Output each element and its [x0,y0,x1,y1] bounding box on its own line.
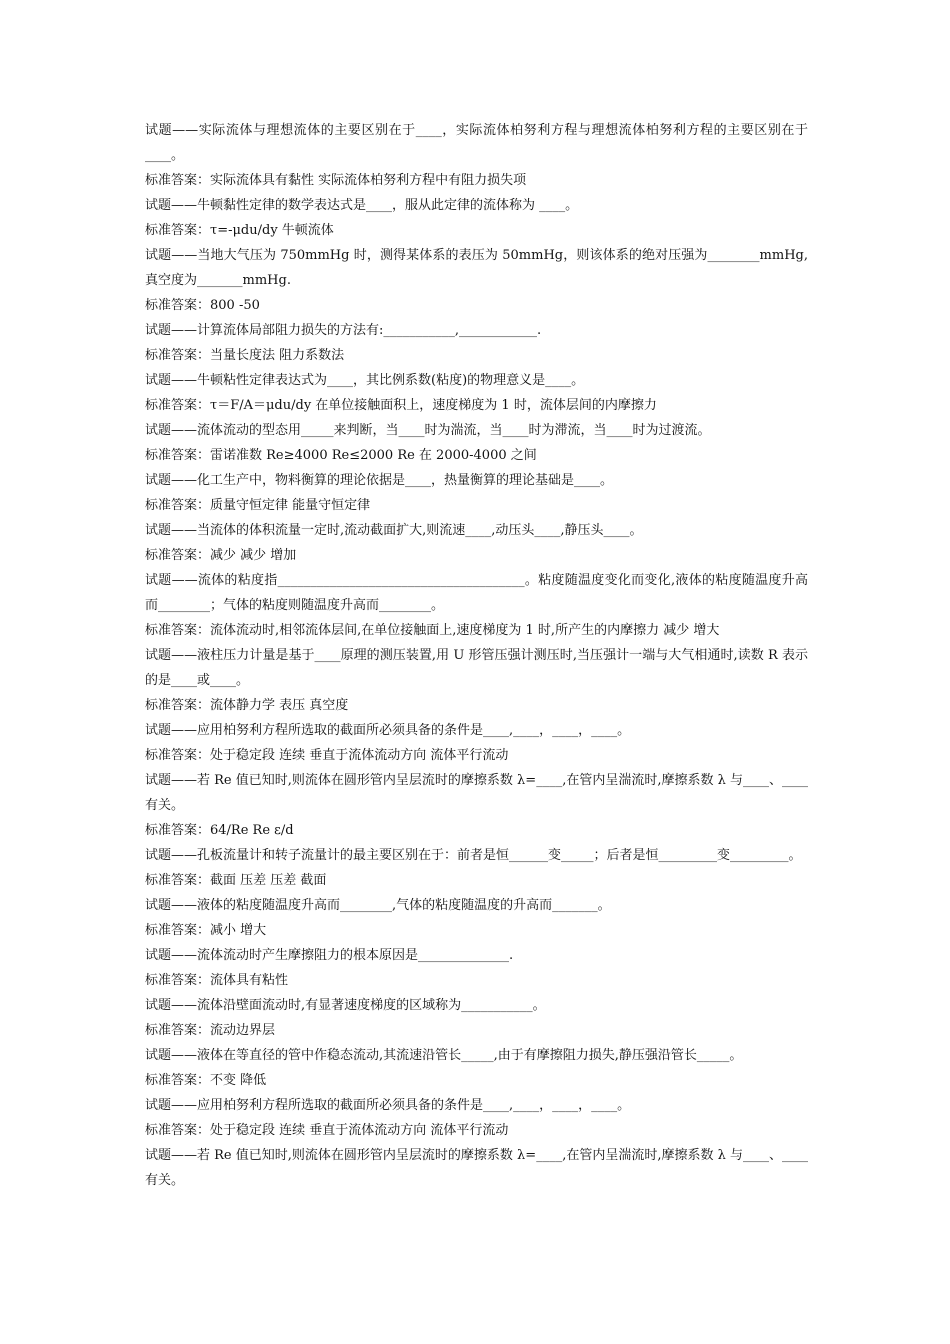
answer-3: 标准答案：800 -50 [145,298,260,313]
answer-16: 标准答案：流动边界层 [145,1023,276,1038]
answer-9: 标准答案：流体流动时,相邻流体层间,在单位接触面上,速度梯度为 1 时,所产生的内摩擦力 减少 增大 [145,623,720,638]
answer-4: 标准答案：当量长度法 阻力系数法 [145,348,345,363]
document-page [145,118,808,1193]
question-9: 试题——流体的粘度指______________________________________。粘度随温度变化而变化,液体的粘度随温度升高而________；气体的粘度则随温度升高而________。 [145,573,808,613]
answer-8: 标准答案：减少 减少 增加 [145,548,297,563]
answer-14: 标准答案：减小 增大 [145,923,267,938]
question-18: 试题——应用柏努利方程所选取的截面所必须具备的条件是____,____，____，____。 [145,1098,631,1113]
answer-13: 标准答案：截面 压差 压差 截面 [145,873,327,888]
answer-1: 标准答案：实际流体具有黏性 实际流体柏努利方程中有阻力损失项 [145,173,527,188]
question-17: 试题——液体在等直径的管中作稳态流动,其流速沿管长_____,由于有摩擦阻力损失,静压强沿管长_____。 [145,1048,743,1063]
question-10: 试题——液柱压力计量是基于____原理的测压装置,用 U 形管压强计测压时,当压强计一端与大气相通时,读数 R 表示的是____或____。 [145,648,808,688]
question-5: 试题——牛顿粘性定律表达式为____，其比例系数(粘度)的物理意义是____。 [145,373,585,388]
answer-15: 标准答案：流体具有粘性 [145,973,289,988]
answer-7: 标准答案：质量守恒定律 能量守恒定律 [145,498,371,513]
question-11: 试题——应用柏努利方程所选取的截面所必须具备的条件是____,____，____，____。 [145,723,631,738]
answer-11: 标准答案：处于稳定段 连续 垂直于流体流动方向 流体平行流动 [145,748,509,763]
question-1: 试题——实际流体与理想流体的主要区别在于____，实际流体柏努利方程与理想流体柏努利方程的主要区别在于____。 [145,123,808,163]
answer-18: 标准答案：处于稳定段 连续 垂直于流体流动方向 流体平行流动 [145,1123,509,1138]
question-13: 试题——孔板流量计和转子流量计的最主要区别在于：前者是恒______变_____；后者是恒_________变_________。 [145,848,802,863]
answer-5: 标准答案：τ＝F/A＝μdu/dy 在单位接触面积上，速度梯度为 1 时，流体层间的内摩擦力 [145,398,657,413]
answer-12: 标准答案：64/Re Re ε/d [145,823,294,838]
question-15: 试题——流体流动时产生摩擦阻力的根本原因是______________. [145,948,514,963]
question-2: 试题——牛顿黏性定律的数学表达式是____，服从此定律的流体称为 ____。 [145,198,579,213]
question-8: 试题——当流体的体积流量一定时,流动截面扩大,则流速____,动压头____,静压头____。 [145,523,643,538]
question-14: 试题——液体的粘度随温度升高而________,气体的粘度随温度的升高而_______。 [145,898,611,913]
answer-10: 标准答案：流体静力学 表压 真空度 [145,698,349,713]
answer-6: 标准答案：雷诺准数 Re≥4000 Re≤2000 Re 在 2000-4000 之间 [145,448,537,463]
question-12: 试题——若 Re 值已知时,则流体在圆形管内呈层流时的摩擦系数 λ=____,在管内呈湍流时,摩擦系数 λ 与____、____有关。 [145,773,808,813]
question-16: 试题——流体沿壁面流动时,有显著速度梯度的区域称为___________。 [145,998,546,1013]
question-19: 试题——若 Re 值已知时,则流体在圆形管内呈层流时的摩擦系数 λ=____,在管内呈湍流时,摩擦系数 λ 与____、____有关。 [145,1148,808,1188]
answer-2: 标准答案：τ=-μdu/dy 牛顿流体 [145,223,334,238]
question-3: 试题——当地大气压为 750mmHg 时，测得某体系的表压为 50mmHg，则该体系的绝对压强为________mmHg, 真空度为_______mmHg. [145,248,808,288]
question-7: 试题——化工生产中，物料衡算的理论依据是____，热量衡算的理论基础是____。 [145,473,614,488]
question-4: 试题——计算流体局部阻力损失的方法有:___________,____________. [145,323,542,338]
question-6: 试题——流体流动的型态用_____来判断，当____时为湍流，当____时为滞流，当____时为过渡流。 [145,423,711,438]
answer-17: 标准答案：不变 降低 [145,1073,267,1088]
